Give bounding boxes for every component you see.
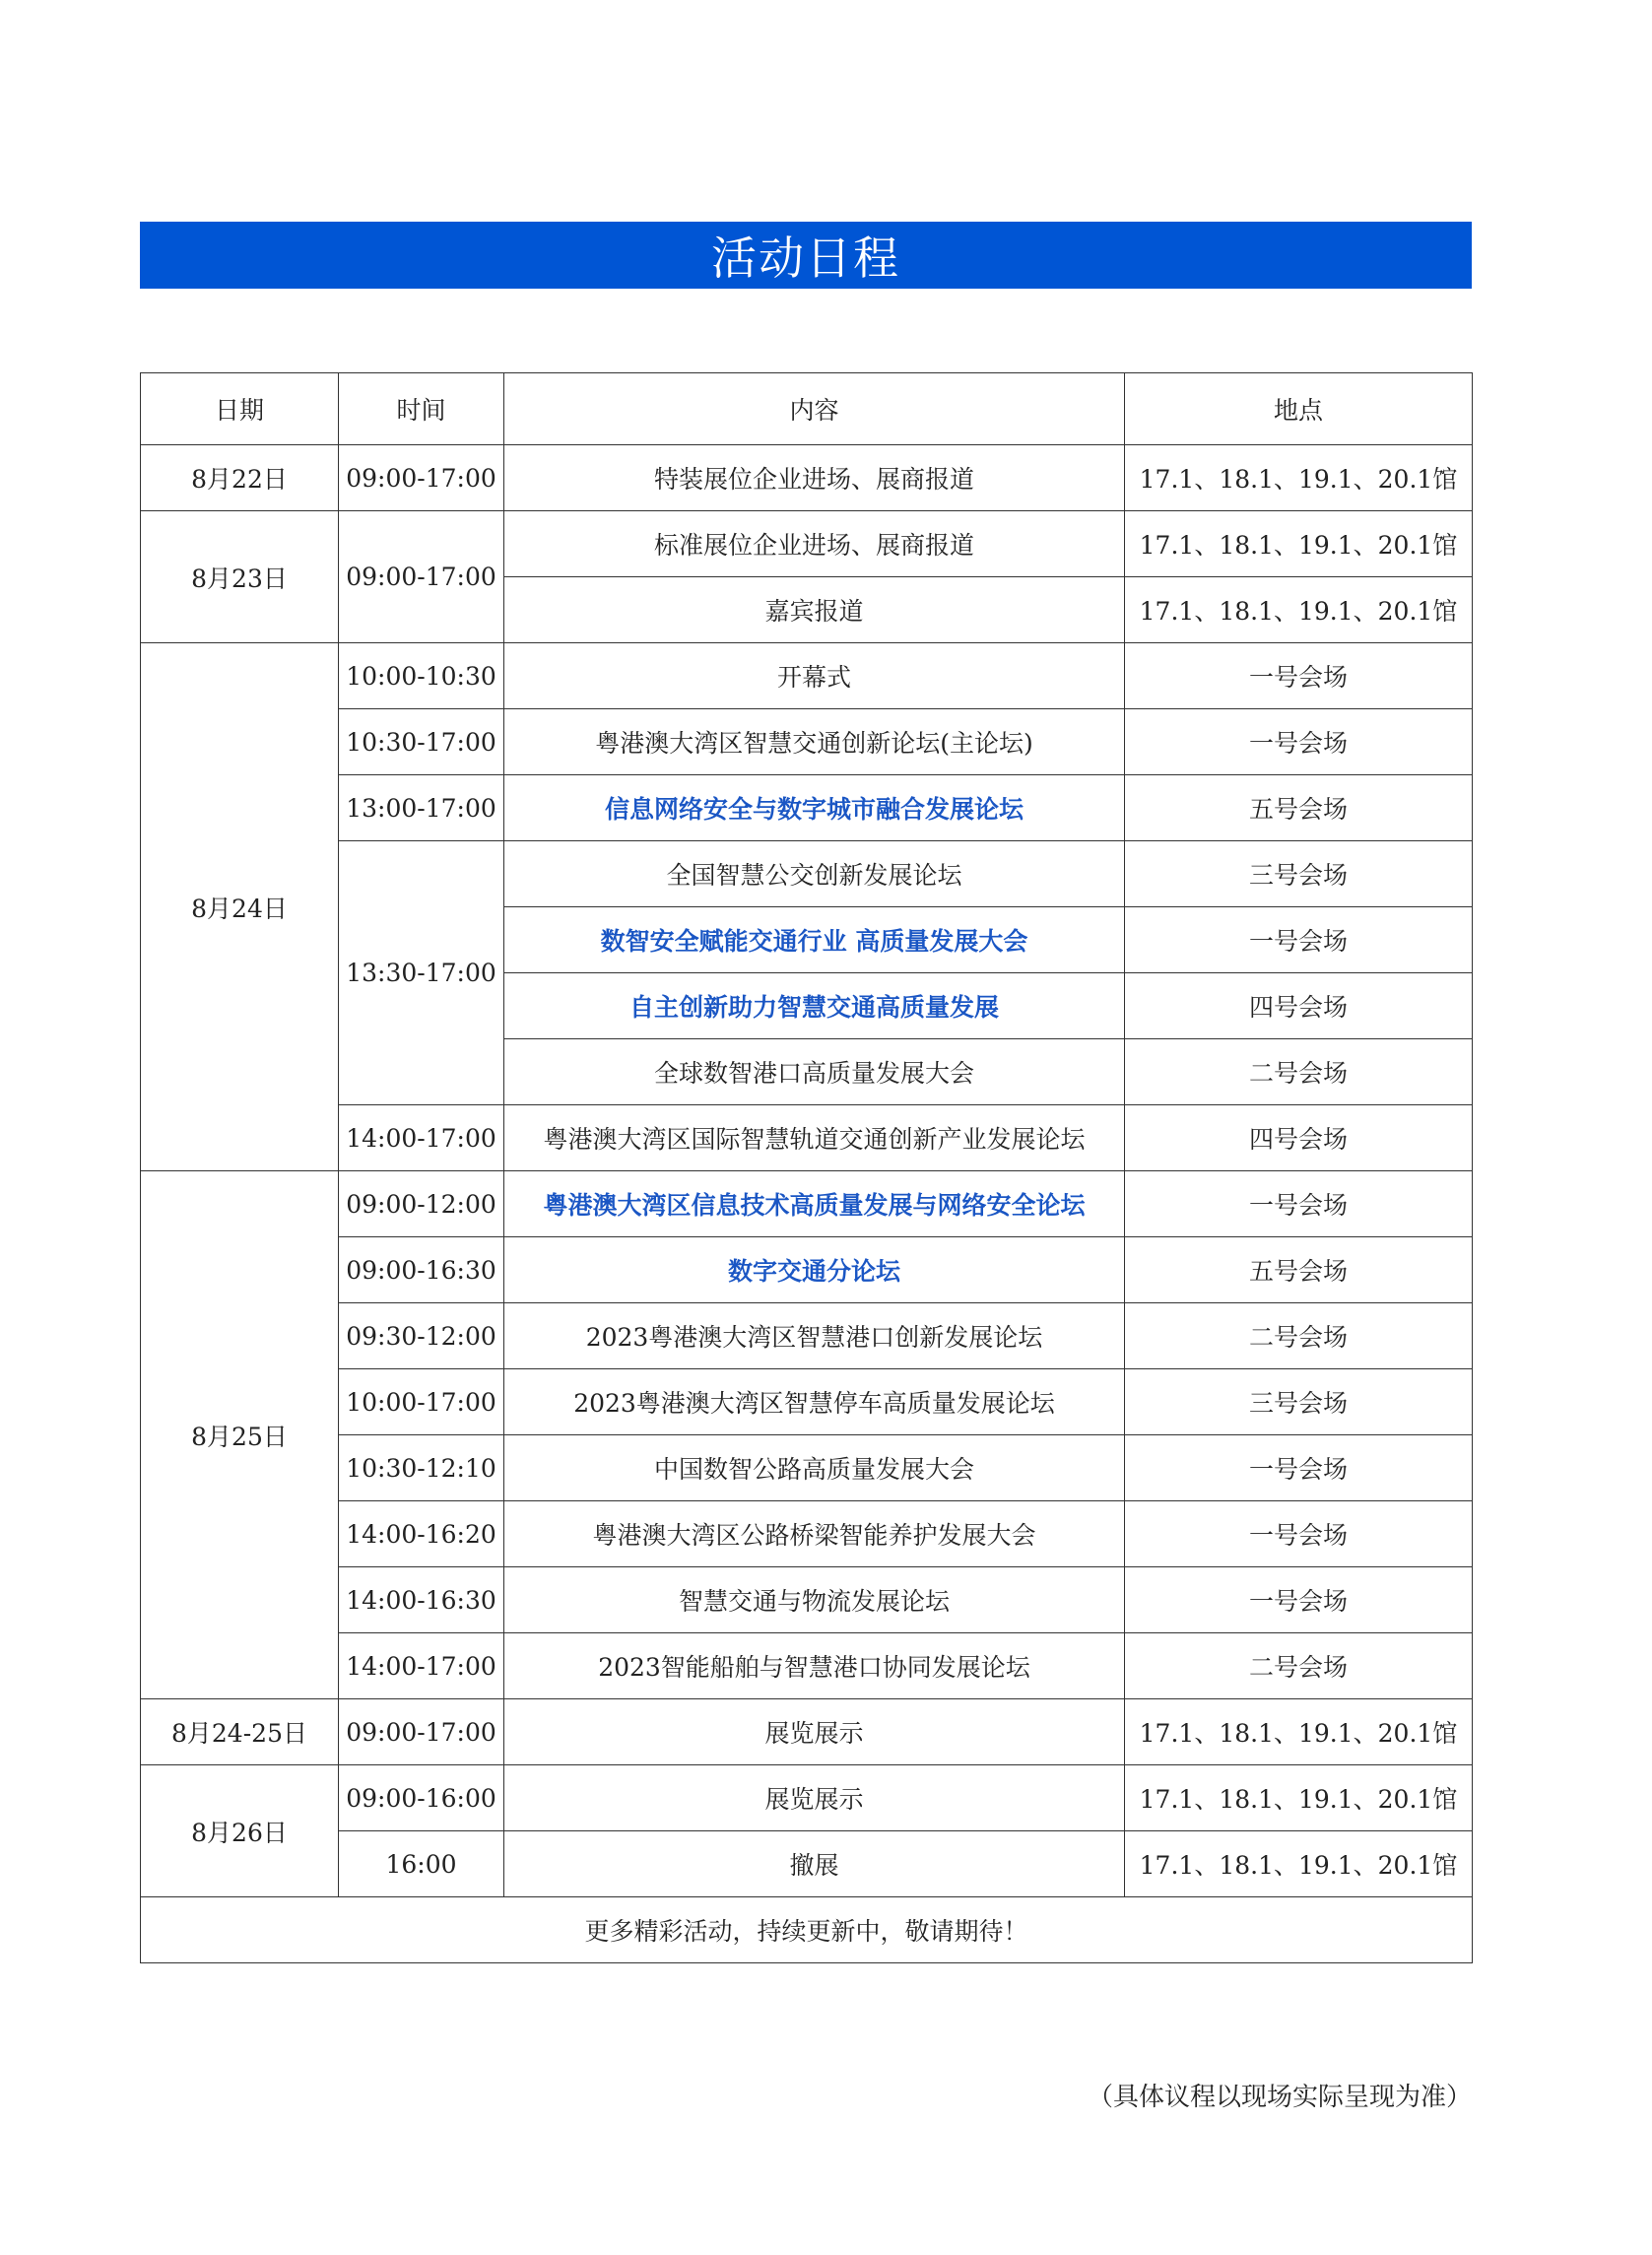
venue-cell: 一号会场 <box>1125 1501 1473 1567</box>
table-row <box>141 1369 1473 1435</box>
page-title: 活动日程 <box>711 232 900 285</box>
time-cell: 10:30-17:00 <box>339 709 504 775</box>
venue-cell: 五号会场 <box>1125 1237 1473 1303</box>
time-cell: 14:00-16:20 <box>339 1501 504 1567</box>
time-cell: 10:00-10:30 <box>339 643 504 709</box>
time-cell: 09:00-16:00 <box>339 1765 504 1831</box>
date-cell: 8月26日 <box>141 1765 339 1897</box>
time-cell: 09:00-12:00 <box>339 1171 504 1237</box>
table-row <box>141 1237 1473 1303</box>
time-cell: 10:00-17:00 <box>339 1369 504 1435</box>
content-cell: 信息网络安全与数字城市融合发展论坛 <box>504 775 1125 841</box>
venue-cell: 五号会场 <box>1125 775 1473 841</box>
table-row <box>141 1435 1473 1501</box>
content-cell: 嘉宾报道 <box>504 577 1125 643</box>
more-events-note: 更多精彩活动，持续更新中，敬请期待！ <box>141 1897 1473 1963</box>
content-cell: 粤港澳大湾区国际智慧轨道交通创新产业发展论坛 <box>504 1105 1125 1171</box>
table-row <box>141 1303 1473 1369</box>
venue-cell: 二号会场 <box>1125 1039 1473 1105</box>
venue-cell: 一号会场 <box>1125 907 1473 973</box>
time-cell: 09:00-16:30 <box>339 1237 504 1303</box>
content-cell: 展览展示 <box>504 1699 1125 1765</box>
content-cell: 粤港澳大湾区公路桥梁智能养护发展大会 <box>504 1501 1125 1567</box>
content-cell: 全球数智港口高质量发展大会 <box>504 1039 1125 1105</box>
date-cell: 8月25日 <box>141 1171 339 1699</box>
table-row <box>141 643 1473 709</box>
time-cell: 14:00-17:00 <box>339 1633 504 1699</box>
venue-cell: 一号会场 <box>1125 1567 1473 1633</box>
content-cell: 智慧交通与物流发展论坛 <box>504 1567 1125 1633</box>
table-row <box>141 1831 1473 1897</box>
time-cell: 09:00-17:00 <box>339 511 504 643</box>
table-row <box>141 1171 1473 1237</box>
venue-cell: 二号会场 <box>1125 1303 1473 1369</box>
table-row <box>141 1699 1473 1765</box>
table-row <box>141 709 1473 775</box>
venue-cell: 17.1、18.1、19.1、20.1馆 <box>1125 1765 1473 1831</box>
schedule-table <box>140 372 1473 1963</box>
content-cell: 2023智能船舶与智慧港口协同发展论坛 <box>504 1633 1125 1699</box>
venue-cell: 一号会场 <box>1125 1435 1473 1501</box>
footnote: （具体议程以现场实际呈现为准） <box>1087 2083 1472 2112</box>
header-content: 内容 <box>504 373 1125 445</box>
venue-cell: 一号会场 <box>1125 643 1473 709</box>
venue-cell: 17.1、18.1、19.1、20.1馆 <box>1125 577 1473 643</box>
table-row <box>141 1105 1473 1171</box>
table-row <box>141 1633 1473 1699</box>
venue-cell: 四号会场 <box>1125 973 1473 1039</box>
footer-row <box>141 1897 1473 1963</box>
venue-cell: 四号会场 <box>1125 1105 1473 1171</box>
page-title-banner <box>140 222 1472 289</box>
content-cell: 撤展 <box>504 1831 1125 1897</box>
time-cell: 13:30-17:00 <box>339 841 504 1105</box>
content-cell: 标准展位企业进场、展商报道 <box>504 511 1125 577</box>
content-cell: 2023粤港澳大湾区智慧港口创新发展论坛 <box>504 1303 1125 1369</box>
content-cell: 2023粤港澳大湾区智慧停车高质量发展论坛 <box>504 1369 1125 1435</box>
content-cell: 开幕式 <box>504 643 1125 709</box>
content-cell: 全国智慧公交创新发展论坛 <box>504 841 1125 907</box>
time-cell: 14:00-16:30 <box>339 1567 504 1633</box>
date-cell: 8月23日 <box>141 511 339 643</box>
table-row <box>141 445 1473 511</box>
table-row <box>141 775 1473 841</box>
venue-cell: 17.1、18.1、19.1、20.1馆 <box>1125 1699 1473 1765</box>
venue-cell: 三号会场 <box>1125 1369 1473 1435</box>
header-row <box>141 373 1473 445</box>
time-cell: 14:00-17:00 <box>339 1105 504 1171</box>
time-cell: 09:30-12:00 <box>339 1303 504 1369</box>
venue-cell: 17.1、18.1、19.1、20.1馆 <box>1125 1831 1473 1897</box>
table-row <box>141 841 1473 907</box>
content-cell: 数字交通分论坛 <box>504 1237 1125 1303</box>
content-cell: 粤港澳大湾区信息技术高质量发展与网络安全论坛 <box>504 1171 1125 1237</box>
content-cell: 数智安全赋能交通行业 高质量发展大会 <box>504 907 1125 973</box>
content-cell: 中国数智公路高质量发展大会 <box>504 1435 1125 1501</box>
venue-cell: 二号会场 <box>1125 1633 1473 1699</box>
venue-cell: 三号会场 <box>1125 841 1473 907</box>
venue-cell: 17.1、18.1、19.1、20.1馆 <box>1125 445 1473 511</box>
header-time: 时间 <box>339 373 504 445</box>
time-cell: 09:00-17:00 <box>339 1699 504 1765</box>
table-row <box>141 1765 1473 1831</box>
table-row <box>141 1567 1473 1633</box>
time-cell: 09:00-17:00 <box>339 445 504 511</box>
table-row <box>141 511 1473 577</box>
date-cell: 8月22日 <box>141 445 339 511</box>
content-cell: 粤港澳大湾区智慧交通创新论坛(主论坛) <box>504 709 1125 775</box>
time-cell: 16:00 <box>339 1831 504 1897</box>
date-cell: 8月24日 <box>141 643 339 1171</box>
venue-cell: 一号会场 <box>1125 709 1473 775</box>
content-cell: 展览展示 <box>504 1765 1125 1831</box>
header-venue: 地点 <box>1125 373 1473 445</box>
schedule-body <box>141 373 1473 1963</box>
table-row <box>141 1501 1473 1567</box>
content-cell: 自主创新助力智慧交通高质量发展 <box>504 973 1125 1039</box>
date-cell: 8月24-25日 <box>141 1699 339 1765</box>
time-cell: 10:30-12:10 <box>339 1435 504 1501</box>
content-cell: 特装展位企业进场、展商报道 <box>504 445 1125 511</box>
venue-cell: 17.1、18.1、19.1、20.1馆 <box>1125 511 1473 577</box>
time-cell: 13:00-17:00 <box>339 775 504 841</box>
venue-cell: 一号会场 <box>1125 1171 1473 1237</box>
header-date: 日期 <box>141 373 339 445</box>
